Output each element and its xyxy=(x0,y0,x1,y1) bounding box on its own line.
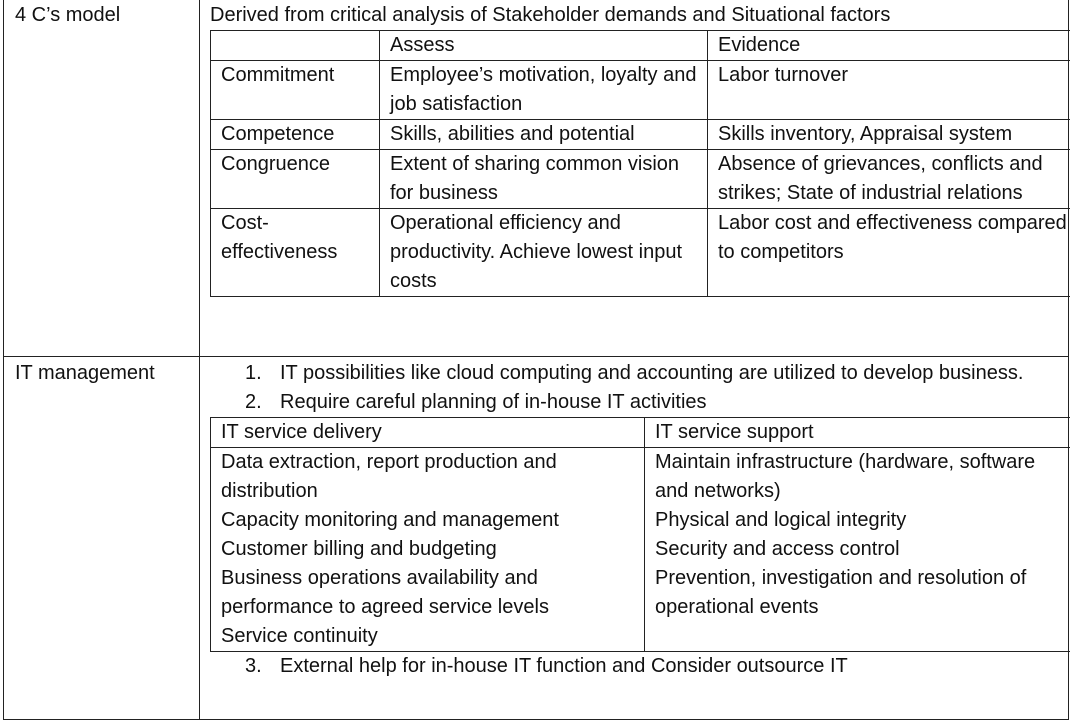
support-cell xyxy=(645,448,1070,652)
table-row xyxy=(211,209,1070,297)
content-4cs-model xyxy=(200,0,1069,357)
document-table xyxy=(3,0,1069,720)
row-it-management xyxy=(4,357,1069,720)
table-row xyxy=(211,61,1070,120)
list-text: Require careful planning of in-house IT activities xyxy=(280,391,707,413)
header-cell-support: IT service support xyxy=(645,418,1070,448)
list-number: 2. xyxy=(245,388,262,417)
list-item xyxy=(280,359,1057,388)
cell-evidence: Labor cost and effectiveness compared to competitors xyxy=(708,209,1070,297)
header-cell-blank xyxy=(211,31,380,61)
support-item: Security and access control xyxy=(655,535,1067,564)
list-text: External help for in-house IT function and Consider outsource IT xyxy=(280,655,848,677)
cell-evidence: Skills inventory, Appraisal system xyxy=(708,120,1070,150)
four-cs-header-row xyxy=(211,31,1070,61)
cell-c: Competence xyxy=(211,120,380,150)
header-cell-assess: Assess xyxy=(380,31,708,61)
cell-c: Commitment xyxy=(211,61,380,120)
header-cell-evidence: Evidence xyxy=(708,31,1070,61)
support-item: Maintain infrastructure (hardware, software and networks) xyxy=(655,448,1067,506)
four-cs-table xyxy=(210,30,1070,297)
it-points-list xyxy=(210,359,1057,417)
row-4cs-model xyxy=(4,0,1069,357)
delivery-item: Business operations availability and performance to agreed service levels xyxy=(221,564,634,622)
cell-assess: Extent of sharing common vision for business xyxy=(380,150,708,209)
label-it-management: IT management xyxy=(4,357,200,720)
delivery-item: Customer billing and budgeting xyxy=(221,535,634,564)
table-row xyxy=(211,150,1070,209)
it-services-table xyxy=(210,417,1070,652)
list-item xyxy=(280,388,1057,417)
list-number: 1. xyxy=(245,359,262,388)
list-text: IT possibilities like cloud computing and accounting are utilized to develop business. xyxy=(280,362,1023,384)
intro-text: Derived from critical analysis of Stakeholder demands and Situational factors xyxy=(210,1,1057,30)
header-cell-delivery: IT service delivery xyxy=(211,418,645,448)
delivery-cell xyxy=(211,448,645,652)
list-number: 3. xyxy=(245,652,262,681)
label-4cs-model: 4 C’s model xyxy=(4,0,200,357)
cell-evidence: Absence of grievances, conflicts and strikes; State of industrial relations xyxy=(708,150,1070,209)
cell-assess: Skills, abilities and potential xyxy=(380,120,708,150)
list-item xyxy=(280,652,1057,681)
delivery-item: Service continuity xyxy=(221,622,634,651)
cell-c: Cost-effectiveness xyxy=(211,209,380,297)
content-it-management xyxy=(200,357,1069,720)
delivery-item: Data extraction, report production and distribution xyxy=(221,448,634,506)
delivery-item: Capacity monitoring and management xyxy=(221,506,634,535)
it-final-list xyxy=(210,652,1057,681)
it-services-body-row xyxy=(211,448,1070,652)
support-item: Prevention, investigation and resolution of operational events xyxy=(655,564,1067,622)
cell-assess: Operational efficiency and productivity. Achieve lowest input costs xyxy=(380,209,708,297)
support-item: Physical and logical integrity xyxy=(655,506,1067,535)
table-row xyxy=(211,120,1070,150)
cell-c: Congruence xyxy=(211,150,380,209)
cell-evidence: Labor turnover xyxy=(708,61,1070,120)
it-services-header-row xyxy=(211,418,1070,448)
cell-assess: Employee’s motivation, loyalty and job satisfaction xyxy=(380,61,708,120)
